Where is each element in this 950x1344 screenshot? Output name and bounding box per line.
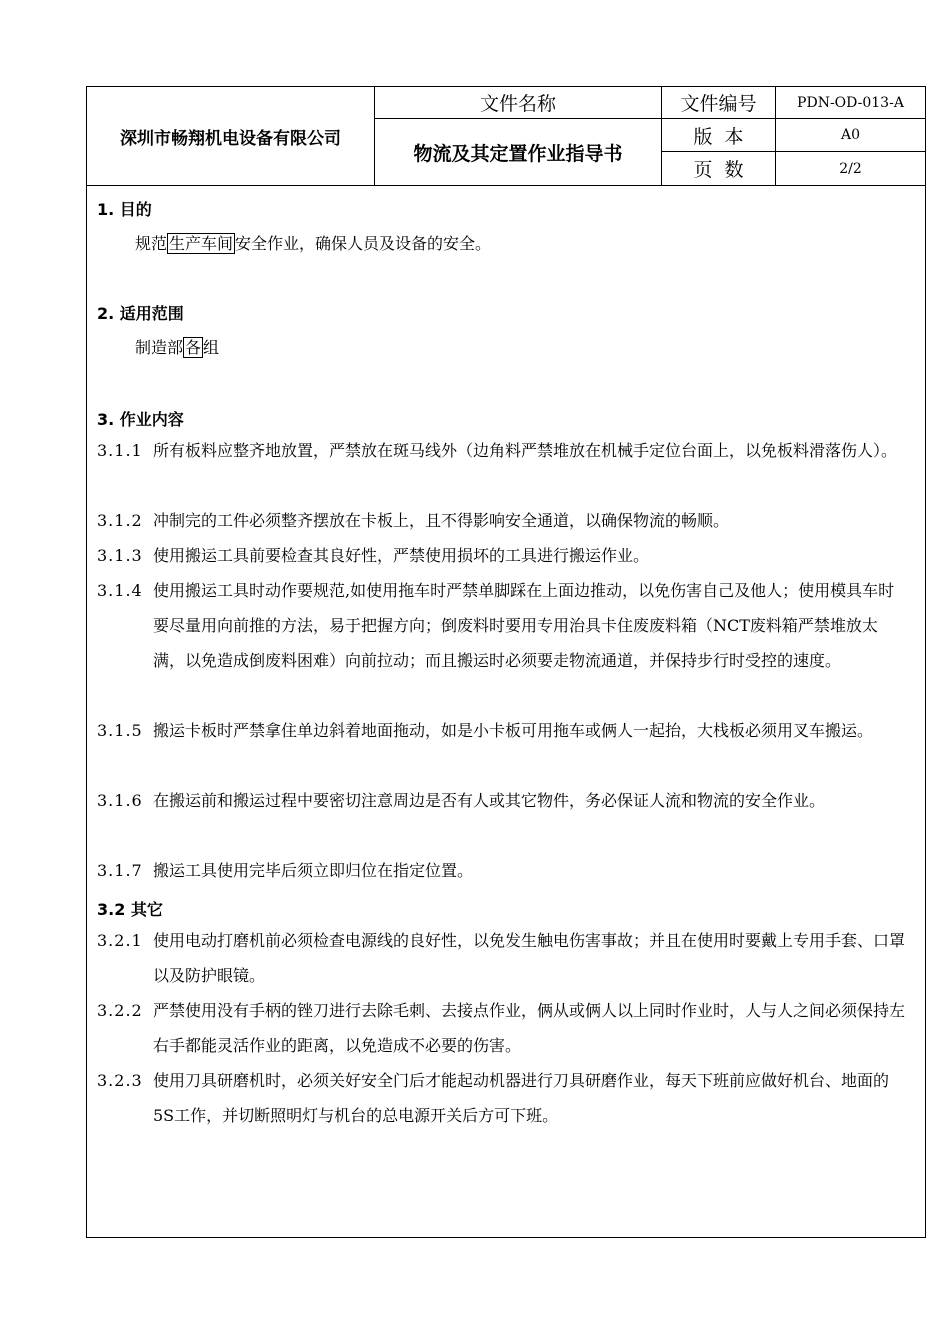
item-number: 3.1.1 [97, 441, 143, 460]
purpose-text-before: 规范 [135, 234, 168, 253]
company-name: 深圳市畅翔机电设备有限公司 [87, 87, 375, 185]
pages-value: 2/2 [839, 160, 862, 177]
item-text: 在搬运前和搬运过程中要密切注意周边是否有人或其它物件，务必保证人流和物流的安全作业。 [153, 791, 826, 810]
list-item [97, 923, 907, 993]
item-number: 3.2.1 [97, 931, 143, 950]
item-text: 使用电动打磨机前必须检查电源线的良好性，以免发生触电伤害事故；并且在使用时要戴上专用手套、口罩以及防护眼镜。 [153, 931, 906, 985]
item-text: 使用刀具研磨机时，必须关好安全门后才能起动机器进行刀具研磨作业，每天下班前应做好机台、地面的5S工作，并切断照明灯与机台的总电源开关后方可下班。 [153, 1071, 890, 1125]
purpose-text-boxed: 生产车间 [169, 234, 234, 253]
item-text: 使用搬运工具时动作要规范,如使用拖车时严禁单脚踩在上面边推动，以免伤害自己及他人；使用模具车时要尽量用向前推的方法，易于把握方向；倒废料时要用专用治具卡住废废料箱（NCT废料箱严禁堆放太满，以免造成倒废料困难）向前拉动；而且搬运时必须要走物流通道，并保持步行时受控的速度。 [153, 581, 895, 670]
doc-no-value: PDN-OD-013-A [776, 87, 925, 119]
item-text: 冲制完的工件必须整齐摆放在卡板上，且不得影响安全通道，以确保物流的畅顺。 [153, 511, 730, 530]
list-item [97, 713, 907, 748]
list-item [97, 993, 907, 1063]
item-number: 3.1.2 [97, 511, 143, 530]
item-number: 3.2.3 [97, 1071, 143, 1090]
doc-no-label: 文件编号 [662, 87, 776, 119]
item-number: 3.1.5 [97, 721, 143, 740]
item-text: 搬运卡板时严禁拿住单边斜着地面拖动，如是小卡板可用拖车或俩人一起抬，大栈板必须用叉车搬运。 [153, 721, 874, 740]
item-text: 搬运工具使用完毕后须立即归位在指定位置。 [153, 861, 474, 880]
section-content-title: 3. 作业内容 [97, 410, 184, 429]
list-item [97, 433, 907, 468]
section-purpose-title: 1. 目的 [97, 200, 152, 219]
doc-title: 物流及其定置作业指导书 [375, 119, 662, 185]
list-item [97, 503, 907, 538]
purpose-text-after: 安全作业，确保人员及设备的安全。 [235, 234, 492, 253]
list-item [97, 783, 907, 818]
section-purpose-text [135, 231, 491, 254]
scope-text-boxed: 各 [185, 338, 202, 357]
list-item [97, 538, 907, 573]
item-number: 3.1.6 [97, 791, 143, 810]
list-item [97, 1063, 907, 1133]
item-text: 使用搬运工具前要检查其良好性，严禁使用损坏的工具进行搬运作业。 [153, 546, 650, 565]
scope-text-before: 制造部 [135, 338, 184, 357]
item-text: 严禁使用没有手柄的锉刀进行去除毛刺、去接点作业，俩从或俩人以上同时作业时，人与人之间必须保持左右手都能灵活作业的距离，以免造成不必要的伤害。 [153, 1001, 906, 1055]
doc-name-label: 文件名称 [375, 87, 662, 119]
list-item [97, 573, 907, 678]
document-header [87, 87, 925, 186]
item-text: 所有板料应整齐地放置，严禁放在斑马线外（边角料严禁堆放在机械手定位台面上，以免板料滑落伤人）。 [153, 441, 898, 460]
section-scope-text [135, 335, 219, 358]
list-item [97, 853, 907, 888]
pages-label: 页数 [662, 152, 776, 185]
document-frame [86, 86, 926, 1238]
section-scope-title: 2. 适用范围 [97, 304, 184, 323]
item-number: 3.2.2 [97, 1001, 143, 1020]
version-value: A0 [776, 119, 925, 152]
item-number: 3.1.4 [97, 581, 143, 600]
item-number: 3.1.7 [97, 861, 143, 880]
version-label: 版本 [662, 119, 776, 152]
item-number: 3.1.3 [97, 546, 143, 565]
subsection-other-title: 3.2 其它 [97, 900, 163, 919]
scope-text-after: 组 [203, 338, 220, 357]
